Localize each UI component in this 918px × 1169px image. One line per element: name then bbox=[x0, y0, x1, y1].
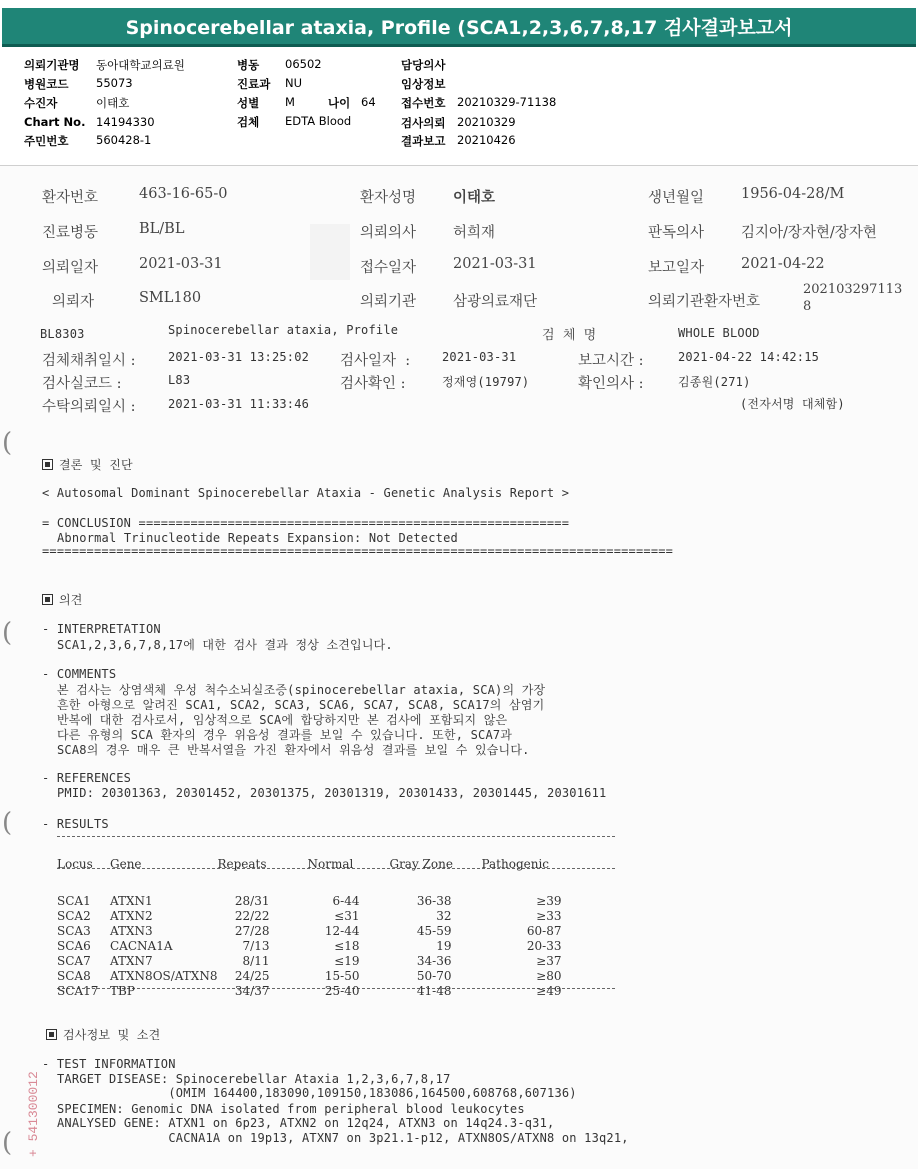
interp-text: SCA1,2,3,6,7,8,17에 대한 검사 결과 정상 소견입니다. bbox=[57, 638, 393, 652]
header-value: 동아대학교의료원 bbox=[96, 58, 185, 72]
header-label: 수진자 bbox=[24, 96, 58, 110]
cell-normal: ≤18 bbox=[334, 938, 360, 953]
header-label: 접수번호 bbox=[401, 96, 446, 110]
cell-repeats: 8/11 bbox=[242, 953, 270, 968]
cell-grayzone: 36-38 bbox=[416, 893, 452, 908]
comment-line: SCA8의 경우 매우 큰 반복서열을 가진 환자에서 위음성 결과를 보일 수 있습니다. bbox=[57, 743, 530, 757]
conclusion-text: Abnormal Trinucleotide Repeats Expansion: Not Detected bbox=[57, 531, 458, 545]
header-label: 검체 bbox=[237, 115, 260, 129]
info-label: 진료병동 bbox=[42, 225, 99, 241]
comment-line: 본 검사는 상염색체 우성 척수소뇌실조증(spinocerebellar ataxia, SCA)의 가장 bbox=[57, 683, 546, 697]
cell-gene: ATXN2 bbox=[110, 908, 153, 923]
punch-hole: ( bbox=[2, 1128, 13, 1158]
test-code: BL8303 bbox=[40, 327, 85, 341]
header-value: 이태호 bbox=[96, 96, 130, 110]
redaction bbox=[310, 224, 350, 280]
cell-grayzone: 34-36 bbox=[416, 953, 452, 968]
header-value: 20210329-71138 bbox=[457, 95, 557, 109]
test-label: 확인의사 : bbox=[578, 376, 644, 392]
cell-pathogenic: ≥49 bbox=[536, 983, 562, 998]
table-row bbox=[57, 938, 571, 953]
header-label: 임상정보 bbox=[401, 77, 446, 91]
cell-repeats: 27/28 bbox=[234, 923, 270, 938]
info-value: 2021-03-31 bbox=[139, 256, 223, 272]
info-label: 의뢰의사 bbox=[360, 225, 417, 241]
refs-head: - REFERENCES bbox=[42, 771, 132, 785]
header-value: 64 bbox=[361, 95, 376, 109]
cell-repeats: 22/22 bbox=[234, 908, 270, 923]
test-value: 김종원(271) bbox=[678, 375, 751, 389]
header-value: M bbox=[285, 95, 295, 109]
header-value: NU bbox=[285, 76, 303, 90]
section-heading: 의견 bbox=[42, 591, 83, 608]
cell-locus: SCA3 bbox=[57, 923, 91, 938]
test-label: 검체채취일시 : bbox=[42, 353, 136, 369]
info-value: 김지아/장자현/장자현 bbox=[741, 225, 877, 241]
conclusion-head: = CONCLUSION ========================================================== bbox=[42, 516, 570, 530]
cell-gene: ATXN8OS/ATXN8 bbox=[110, 968, 218, 983]
cell-repeats: 24/25 bbox=[234, 968, 270, 983]
comments-head: - COMMENTS bbox=[42, 667, 117, 681]
cell-grayzone: 41-48 bbox=[416, 983, 452, 998]
cell-pathogenic: ≥33 bbox=[536, 908, 562, 923]
info-value: 이태호 bbox=[453, 189, 496, 206]
table-row bbox=[57, 908, 571, 923]
column-header: Gray Zone bbox=[389, 857, 453, 871]
cell-gene: TBP bbox=[110, 983, 135, 998]
cell-gene: ATXN7 bbox=[110, 953, 153, 968]
punch-hole: ( bbox=[2, 618, 13, 648]
section-heading: 결론 및 진단 bbox=[42, 456, 133, 473]
test-value: 2021-03-31 bbox=[442, 350, 517, 364]
specimen-value: WHOLE BLOOD bbox=[678, 326, 760, 340]
table-row bbox=[57, 923, 571, 938]
refs-text: PMID: 20301363, 20301452, 20301375, 20301319, 20301433, 20301445, 20301611 bbox=[57, 786, 607, 800]
scanned-report bbox=[0, 166, 918, 1169]
info-value: SML180 bbox=[139, 290, 202, 306]
test-value: L83 bbox=[168, 373, 191, 387]
comment-line: 다른 유형의 SCA 환자의 경우 위음성 결과를 보일 수 있습니다. 또한, SCA7과 bbox=[57, 728, 513, 742]
header-label: 결과보고 bbox=[401, 134, 446, 148]
column-header: Pathogenic bbox=[481, 857, 550, 871]
info-label: 생년월일 bbox=[648, 190, 705, 206]
info-label: 의뢰일자 bbox=[42, 260, 99, 276]
info-value: 허희재 bbox=[453, 225, 496, 241]
test-value: 정재영(19797) bbox=[442, 375, 530, 389]
info-label: 환자성명 bbox=[360, 190, 417, 206]
cell-normal: 6-44 bbox=[332, 893, 360, 908]
header-label: 주민번호 bbox=[24, 134, 69, 148]
header-label: 나이 bbox=[328, 96, 351, 110]
info-value: 463-16-65-0 bbox=[139, 186, 228, 202]
cell-locus: SCA1 bbox=[57, 893, 91, 908]
punch-hole: ( bbox=[2, 808, 13, 838]
header-label: 진료과 bbox=[237, 77, 271, 91]
conclusion-end: ===================================================================================== bbox=[42, 544, 674, 558]
info-label: 의뢰기관환자번호 bbox=[648, 294, 761, 310]
cell-gene: CACNA1A bbox=[110, 938, 173, 953]
test-label: 수탁의뢰일시 : bbox=[42, 399, 136, 415]
header-value: 20210329 bbox=[457, 115, 516, 129]
cell-locus: SCA7 bbox=[57, 953, 91, 968]
square-bullet-icon bbox=[42, 594, 53, 605]
comment-line: 흔한 아형으로 알려진 SCA1, SCA2, SCA3, SCA6, SCA7, SCA8, SCA17의 삼염기 bbox=[57, 698, 545, 712]
table-row bbox=[57, 968, 571, 983]
report-subtitle: < Autosomal Dominant Spinocerebellar Ataxia - Genetic Analysis Report > bbox=[42, 486, 570, 500]
report-title-bar bbox=[2, 8, 916, 47]
cell-normal: ≤31 bbox=[334, 908, 360, 923]
test-label: 보고시간 : bbox=[578, 353, 644, 369]
header-label: 담당의사 bbox=[401, 58, 446, 72]
results-head: - RESULTS bbox=[42, 817, 109, 831]
cell-locus: SCA17 bbox=[57, 983, 99, 998]
test-value: 2021-03-31 13:25:02 bbox=[168, 350, 310, 364]
barcode-stamp: + 541300012 bbox=[26, 1071, 41, 1157]
header-value: 55073 bbox=[96, 76, 133, 90]
header-label: 성별 bbox=[237, 96, 260, 110]
header-value: 14194330 bbox=[96, 115, 155, 129]
info-label: 의뢰기관 bbox=[360, 294, 417, 310]
info-value: 삼광의료재단 bbox=[453, 294, 538, 310]
cell-repeats: 34/37 bbox=[234, 983, 270, 998]
cell-grayzone: 19 bbox=[436, 938, 452, 953]
report-title: Spinocerebellar ataxia, Profile (SCA1,2,3,6,7,8,17 검사결과보고서 bbox=[125, 16, 793, 39]
info-value: 202103297113 bbox=[803, 282, 903, 297]
test-info-line: SPECIMEN: Genomic DNA isolated from peripheral blood leukocytes bbox=[57, 1102, 525, 1116]
cell-pathogenic: ≥39 bbox=[536, 893, 562, 908]
cell-locus: SCA8 bbox=[57, 968, 91, 983]
header-label: 의뢰기관명 bbox=[24, 58, 80, 72]
cell-locus: SCA2 bbox=[57, 908, 91, 923]
column-header: Repeats bbox=[217, 857, 267, 871]
test-info-line: (OMIM 164400,183090,109150,183086,164500,608768,607136) bbox=[57, 1086, 577, 1100]
punch-hole: ( bbox=[2, 428, 13, 458]
square-bullet-icon bbox=[46, 1029, 57, 1040]
test-label: 검사실코드 : bbox=[42, 376, 122, 392]
info-value: 2021-03-31 bbox=[453, 256, 537, 272]
header-label: Chart No. bbox=[24, 115, 86, 129]
cell-normal: 15-50 bbox=[324, 968, 360, 983]
test-label: 검사확인 : bbox=[340, 376, 406, 392]
test-name: Spinocerebellar ataxia, Profile bbox=[168, 323, 399, 337]
test-info-line: CACNA1A on 19p13, ATXN7 on 3p21.1-p12, ATXN8OS/ATXN8 on 13q21, bbox=[57, 1131, 629, 1145]
table-header-row bbox=[57, 850, 571, 878]
header-info bbox=[0, 50, 918, 166]
info-label: 판독의사 bbox=[648, 225, 705, 241]
cell-grayzone: 45-59 bbox=[416, 923, 452, 938]
info-label: 접수일자 bbox=[360, 260, 417, 276]
section-heading: 검사정보 및 소견 bbox=[46, 1026, 160, 1043]
table-rule bbox=[57, 836, 615, 837]
cell-normal: ≤19 bbox=[334, 953, 360, 968]
info-label: 보고일자 bbox=[648, 260, 705, 276]
test-value: 2021-03-31 11:33:46 bbox=[168, 397, 310, 411]
header-label: 검사의뢰 bbox=[401, 116, 446, 130]
header-label: 병원코드 bbox=[24, 77, 69, 91]
header-value: 20210426 bbox=[457, 133, 516, 147]
specimen-label: 검 체 명 bbox=[542, 328, 597, 343]
cell-normal: 12-44 bbox=[324, 923, 360, 938]
column-header: Gene bbox=[110, 857, 142, 871]
info-label: 환자번호 bbox=[42, 190, 99, 206]
table-row bbox=[57, 893, 571, 908]
test-info-head: - TEST INFORMATION bbox=[42, 1057, 176, 1071]
cell-gene: ATXN1 bbox=[110, 893, 153, 908]
info-value: 2021-04-22 bbox=[741, 256, 825, 272]
test-label: 검사일자 : bbox=[340, 353, 411, 369]
cell-pathogenic: 20-33 bbox=[526, 938, 562, 953]
cell-pathogenic: ≥80 bbox=[536, 968, 562, 983]
esign-note: (전자서명 대체함) bbox=[740, 397, 845, 411]
cell-grayzone: 50-70 bbox=[416, 968, 452, 983]
header-value: EDTA Blood bbox=[285, 114, 352, 128]
header-value: 06502 bbox=[285, 57, 322, 71]
header-value: 560428-1 bbox=[96, 133, 152, 147]
header-label: 병동 bbox=[237, 58, 260, 72]
test-info-line: TARGET DISEASE: Spinocerebellar Ataxia 1,2,3,6,7,8,17 bbox=[57, 1072, 451, 1086]
cell-locus: SCA6 bbox=[57, 938, 91, 953]
column-header: Normal bbox=[307, 857, 354, 871]
results-table bbox=[57, 850, 571, 998]
test-value: 2021-04-22 14:42:15 bbox=[678, 350, 820, 364]
info-label: 의뢰자 bbox=[52, 294, 95, 310]
test-info-line: ANALYSED GENE: ATXN1 on 6p23, ATXN2 on 12q24, ATXN3 on 14q24.3-q31, bbox=[57, 1116, 555, 1130]
cell-pathogenic: ≥37 bbox=[536, 953, 562, 968]
square-bullet-icon bbox=[42, 459, 53, 470]
info-value: 8 bbox=[803, 299, 812, 314]
table-row bbox=[57, 953, 571, 968]
column-header: Locus bbox=[57, 857, 93, 871]
cell-grayzone: 32 bbox=[436, 908, 452, 923]
cell-repeats: 7/13 bbox=[242, 938, 270, 953]
cell-gene: ATXN3 bbox=[110, 923, 153, 938]
cell-repeats: 28/31 bbox=[234, 893, 270, 908]
info-value: BL/BL bbox=[139, 221, 185, 237]
info-value: 1956-04-28/M bbox=[741, 186, 845, 202]
cell-normal: 25-40 bbox=[324, 983, 360, 998]
table-row bbox=[57, 983, 571, 998]
comment-line: 반복에 대한 검사로서, 임상적으로 SCA에 합당하지만 본 검사에 포함되지 않은 bbox=[57, 713, 508, 727]
cell-pathogenic: 60-87 bbox=[526, 923, 562, 938]
interp-head: - INTERPRETATION bbox=[42, 622, 161, 636]
